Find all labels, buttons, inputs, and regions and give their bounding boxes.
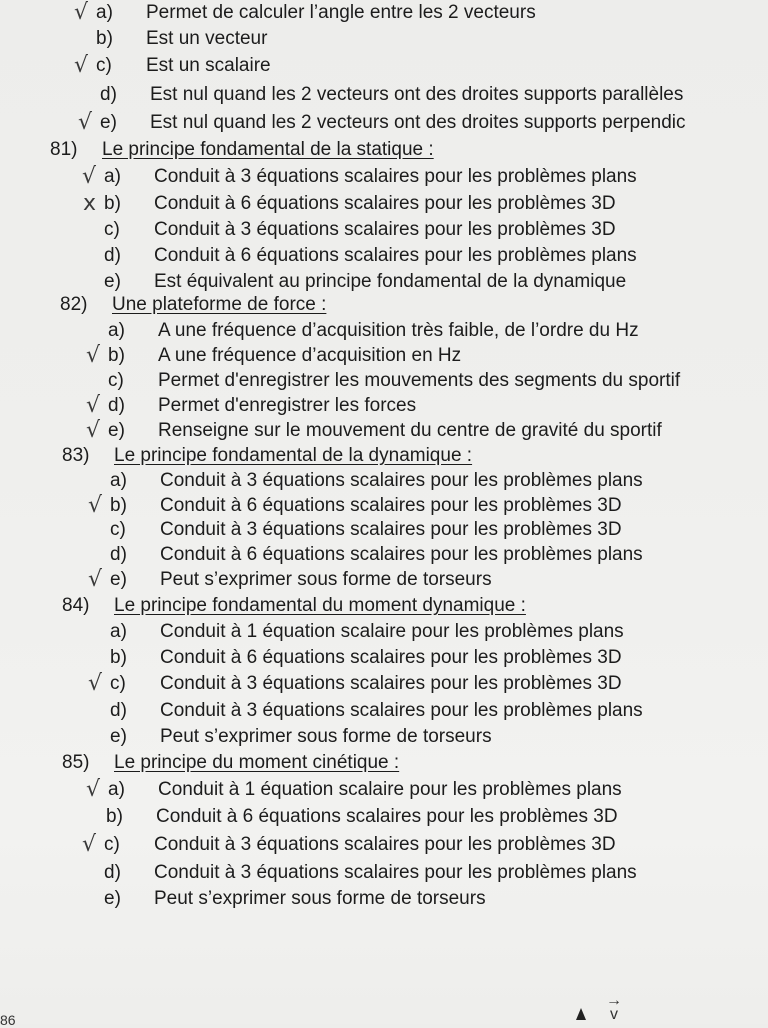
option-letter: d) <box>100 84 117 105</box>
answer-option <box>73 0 768 26</box>
check-mark-icon: √ <box>85 418 100 443</box>
answer-option <box>110 468 768 494</box>
answer-option <box>104 243 768 269</box>
option-letter: a) <box>110 470 127 491</box>
option-letter: d) <box>110 544 127 565</box>
answer-option <box>96 26 768 52</box>
option-text: Conduit à 6 équations scalaires pour les problèmes 3D <box>160 495 622 516</box>
option-text: Permet d'enregistrer les mouvements des segments du sportif <box>158 370 681 391</box>
option-text: Conduit à 6 équations scalaires pour les problèmes 3D <box>160 647 622 668</box>
cut-question-number: 86 <box>0 1012 16 1028</box>
question-number: 85) <box>62 752 90 773</box>
question-title: Le principe fondamental de la dynamique : <box>114 445 473 466</box>
option-text: Conduit à 6 équations scalaires pour les problèmes plans <box>160 544 643 565</box>
answer-option <box>73 53 768 79</box>
option-text: Conduit à 1 équation scalaire pour les problèmes plans <box>158 779 622 800</box>
answer-option <box>87 671 768 697</box>
option-letter: b) <box>110 495 127 516</box>
option-letter: c) <box>110 673 126 694</box>
answer-option <box>110 698 768 724</box>
question-heading <box>60 292 768 318</box>
triangle-mark-icon <box>576 1008 586 1020</box>
option-text: Conduit à 3 équations scalaires pour les problèmes plans <box>154 166 637 187</box>
answer-option <box>104 217 768 243</box>
answer-option <box>110 645 768 671</box>
check-mark-icon: √ <box>81 832 96 857</box>
answer-option <box>108 368 768 394</box>
answer-option <box>110 619 768 645</box>
option-letter: d) <box>104 245 121 266</box>
answer-option <box>87 493 768 519</box>
option-text: Conduit à 3 équations scalaires pour les problèmes plans <box>160 470 643 491</box>
option-letter: e) <box>104 888 121 909</box>
answer-option <box>110 724 768 750</box>
option-letter: a) <box>108 779 125 800</box>
question-heading <box>62 443 768 469</box>
option-text: Peut s’exprimer sous forme de torseurs <box>160 726 492 747</box>
check-mark-icon: √ <box>73 0 88 25</box>
answer-option <box>77 110 768 136</box>
question-title: Le principe fondamental de la statique : <box>102 139 434 160</box>
option-letter: b) <box>106 806 123 827</box>
check-mark-icon: √ <box>73 53 88 78</box>
option-letter: e) <box>110 726 127 747</box>
option-text: Peut s’exprimer sous forme de torseurs <box>154 888 486 909</box>
option-text: A une fréquence d’acquisition très faible, de l’ordre du Hz <box>158 320 639 341</box>
answer-option <box>85 777 768 803</box>
check-mark-icon: √ <box>77 110 92 135</box>
option-text: Est équivalent au principe fondamental de la dynamique <box>154 271 627 292</box>
check-mark-icon: √ <box>81 164 96 189</box>
answer-option <box>110 542 768 568</box>
answer-option <box>81 164 768 190</box>
option-letter: c) <box>104 219 120 240</box>
option-letter: b) <box>110 647 127 668</box>
option-letter: a) <box>110 621 127 642</box>
question-title: Le principe fondamental du moment dynamique : <box>114 595 526 616</box>
option-text: Conduit à 6 équations scalaires pour les problèmes plans <box>154 245 637 266</box>
answer-option <box>82 191 768 217</box>
option-text: Conduit à 3 équations scalaires pour les problèmes 3D <box>160 673 622 694</box>
vector-letter: v <box>610 1006 618 1023</box>
option-text: Conduit à 1 équation scalaire pour les problèmes plans <box>160 621 624 642</box>
option-letter: d) <box>110 700 127 721</box>
option-letter: e) <box>104 271 121 292</box>
option-text: Est un vecteur <box>146 28 268 49</box>
answer-option <box>104 886 768 912</box>
option-text: Conduit à 6 équations scalaires pour les problèmes 3D <box>154 193 616 214</box>
answer-option <box>85 393 768 419</box>
option-text: Permet de calculer l’angle entre les 2 vecteurs <box>146 2 536 23</box>
question-number: 83) <box>62 445 90 466</box>
question-heading <box>50 137 768 163</box>
option-letter: b) <box>104 193 121 214</box>
option-letter: a) <box>108 320 125 341</box>
answer-option <box>85 418 768 444</box>
answer-option <box>110 517 768 543</box>
check-mark-icon: √ <box>87 671 102 696</box>
option-letter: a) <box>96 2 113 23</box>
option-letter: c) <box>108 370 124 391</box>
answer-option <box>100 82 768 108</box>
answer-option <box>106 804 768 830</box>
option-text: A une fréquence d’acquisition en Hz <box>158 345 462 366</box>
option-text: Conduit à 3 équations scalaires pour les problèmes 3D <box>160 519 622 540</box>
question-heading <box>62 750 768 776</box>
option-letter: d) <box>108 395 125 416</box>
check-mark-icon: √ <box>85 393 100 418</box>
option-text: Est nul quand les 2 vecteurs ont des droites supports perpendic <box>150 112 686 133</box>
option-text: Conduit à 3 équations scalaires pour les problèmes plans <box>154 862 637 883</box>
answer-option <box>85 343 768 369</box>
question-number: 84) <box>62 595 90 616</box>
question-title: Le principe du moment cinétique : <box>114 752 400 773</box>
option-letter: b) <box>108 345 125 366</box>
question-title: Une plateforme de force : <box>112 294 327 315</box>
answer-option <box>108 318 768 344</box>
vector-symbol: → v <box>606 992 622 1023</box>
question-heading <box>62 593 768 619</box>
option-letter: c) <box>96 55 112 76</box>
option-text: Conduit à 3 équations scalaires pour les problèmes 3D <box>154 834 616 855</box>
option-letter: c) <box>110 519 126 540</box>
cross-mark-icon: x <box>82 191 96 216</box>
check-mark-icon: √ <box>87 493 102 518</box>
answer-option <box>87 567 768 593</box>
option-letter: c) <box>104 834 120 855</box>
option-text: Conduit à 3 équations scalaires pour les problèmes 3D <box>154 219 616 240</box>
answer-option <box>81 832 768 858</box>
option-letter: d) <box>104 862 121 883</box>
check-mark-icon: √ <box>85 777 100 802</box>
option-text: Conduit à 6 équations scalaires pour les problèmes 3D <box>156 806 618 827</box>
option-text: Renseigne sur le mouvement du centre de gravité du sportif <box>158 420 662 441</box>
option-letter: b) <box>96 28 113 49</box>
option-letter: e) <box>100 112 117 133</box>
question-number: 81) <box>50 139 78 160</box>
answer-option <box>104 860 768 886</box>
option-text: Peut s’exprimer sous forme de torseurs <box>160 569 492 590</box>
option-text: Permet d'enregistrer les forces <box>158 395 417 416</box>
check-mark-icon: √ <box>87 567 102 592</box>
option-letter: a) <box>104 166 121 187</box>
option-letter: e) <box>110 569 127 590</box>
question-number: 82) <box>60 294 88 315</box>
option-letter: e) <box>108 420 125 441</box>
option-text: Est un scalaire <box>146 55 271 76</box>
option-text: Conduit à 3 équations scalaires pour les problèmes plans <box>160 700 643 721</box>
option-text: Est nul quand les 2 vecteurs ont des droites supports parallèles <box>150 84 684 105</box>
check-mark-icon: √ <box>85 343 100 368</box>
